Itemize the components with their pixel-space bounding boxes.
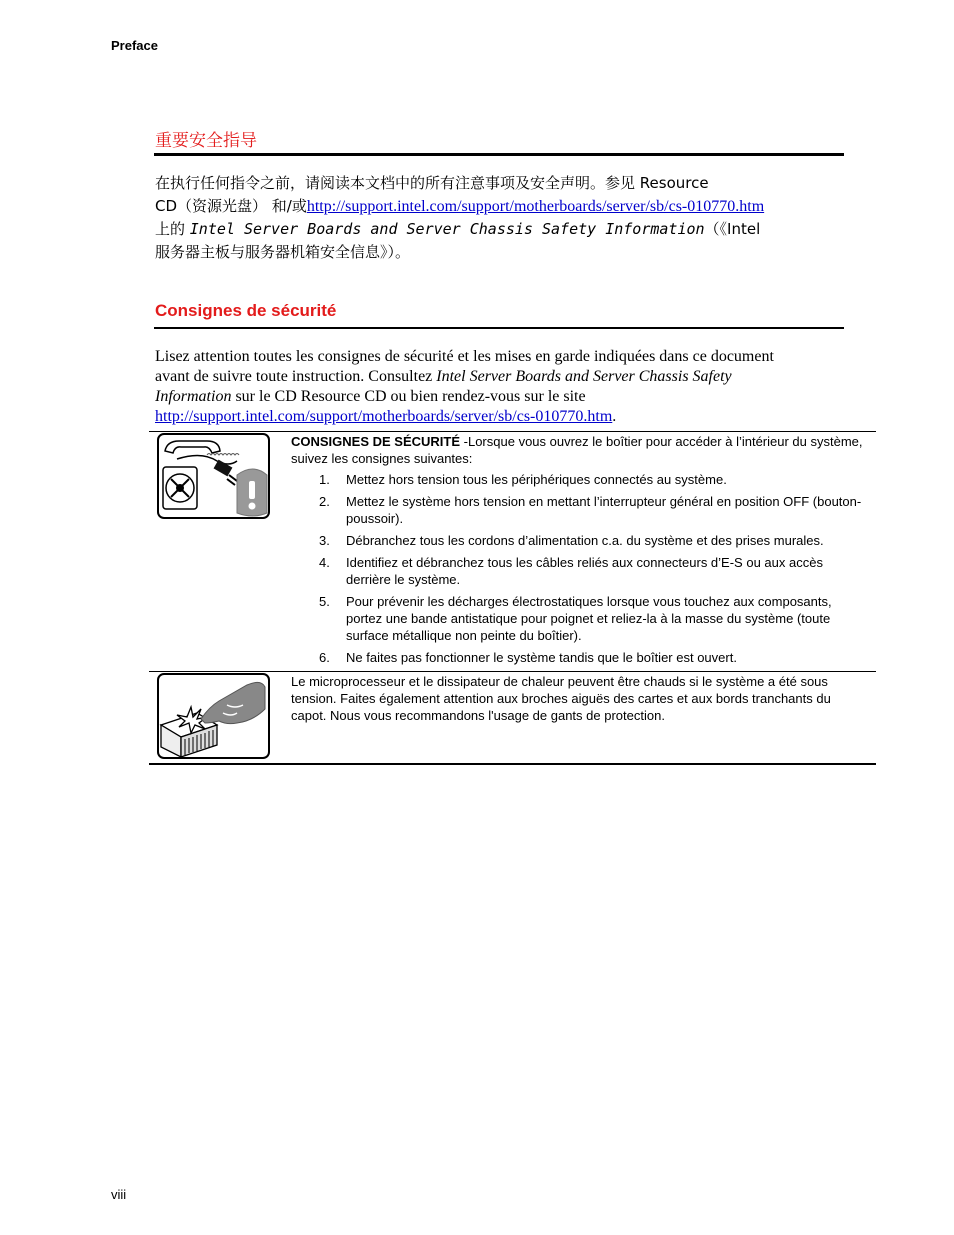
french-line-2 — [155, 367, 845, 387]
french-paragraph — [155, 347, 845, 427]
step-number: 3. — [319, 533, 330, 548]
list-item — [291, 493, 866, 527]
heading-rule — [154, 327, 844, 329]
hot-surface-warning-text: Le microprocesseur et le dissipateur de chaleur peuvent être chauds si le système a été sous tension. Faites également attention aux broches aiguës des cartes et aux bords tranchants du capot. Nous vous recommandons l'usage de gants de protection. — [291, 674, 831, 723]
warning-intro — [291, 433, 866, 467]
power-disconnect-warning-icon — [157, 433, 270, 519]
list-item — [291, 532, 866, 549]
step-text: Ne faites pas fonctionner le système tandis que le boîtier est ouvert. — [346, 650, 737, 665]
chinese-line-4: 服务器主板与服务器机箱安全信息》）。 — [155, 242, 411, 261]
warning-title: CONSIGNES DE SÉCURITÉ — [291, 434, 461, 449]
step-number: 4. — [319, 555, 330, 570]
french-link-suffix: . — [612, 408, 617, 425]
warning-intro-text: -Lorsque vous ouvrez le boîtier pour accéder à l’intérieur du système, suivez les consignes suivantes: — [291, 434, 863, 466]
list-item — [291, 471, 866, 488]
chinese-line-3 — [155, 218, 845, 241]
french-line-1: Lisez attention toutes les consignes de sécurité et les mises en garde indiquées dans ce document — [155, 348, 774, 365]
step-number: 6. — [319, 650, 330, 665]
page-number: viii — [111, 1187, 127, 1202]
step-text: Débranchez tous les cordons d’alimentation c.a. du système et des prises murales. — [346, 533, 824, 548]
chinese-paragraph — [155, 172, 845, 263]
french-line-3-suffix: sur le CD Resource CD ou bien rendez-vous sur le site — [231, 388, 586, 405]
hot-surface-hand-icon — [157, 673, 270, 759]
french-doc-title-part1: Intel Server Boards and Server Chassis Safety — [436, 368, 732, 385]
step-text: Mettez le système hors tension en mettant l’interrupteur général en position OFF (bouton-poussoir). — [346, 494, 862, 526]
step-text: Identifiez et débranchez tous les câbles reliés aux connecteurs d’E-S ou aux accès derrière le système. — [346, 555, 823, 587]
chinese-line-3-prefix: 上的 — [155, 220, 190, 238]
french-line-4 — [155, 407, 845, 427]
chinese-line-2-prefix: CD（资源光盘） 和/或 — [155, 196, 307, 215]
french-doc-title-part2: Information — [155, 388, 232, 405]
table-row-divider — [149, 671, 876, 672]
chinese-section-heading: 重要安全指导 — [155, 131, 257, 151]
chinese-safety-link[interactable]: http://support.intel.com/support/motherboards/server/sb/cs-010770.htm — [306, 197, 765, 215]
chinese-doc-title: Intel Server Boards and Server Chassis Safety Information — [189, 220, 705, 238]
table-top-rule — [149, 431, 876, 432]
step-text: Pour prévenir les décharges électrostatiques lorsque vous touchez aux composants, portez une bande antistatique pour poignet et reliez-la à la masse du système (toute surface métallique non peinte du boîtier). — [346, 594, 832, 643]
french-line-2-prefix: avant de suivre toute instruction. Consultez — [155, 368, 437, 385]
table-bottom-rule — [149, 763, 876, 765]
french-section-heading: Consignes de sécurité — [155, 301, 337, 320]
list-item — [291, 649, 866, 666]
step-number: 1. — [319, 472, 330, 487]
page-header: Preface — [111, 38, 158, 53]
chinese-line-3-suffix: （《Intel — [704, 220, 761, 238]
list-item — [291, 593, 866, 644]
french-safety-link[interactable]: http://support.intel.com/support/motherboards/server/sb/cs-010770.htm — [155, 408, 613, 425]
step-number: 5. — [319, 594, 330, 609]
chinese-line-1: 在执行任何指令之前，请阅读本文档中的所有注意事项及安全声明。参见 Resource — [155, 174, 709, 192]
list-item — [291, 554, 866, 588]
heading-rule — [154, 153, 844, 156]
warning-steps-list — [291, 471, 866, 671]
french-line-3 — [155, 387, 845, 407]
chinese-line-2 — [155, 195, 845, 219]
step-number: 2. — [319, 494, 330, 509]
step-text: Mettez hors tension tous les périphériques connectés au système. — [346, 472, 727, 487]
